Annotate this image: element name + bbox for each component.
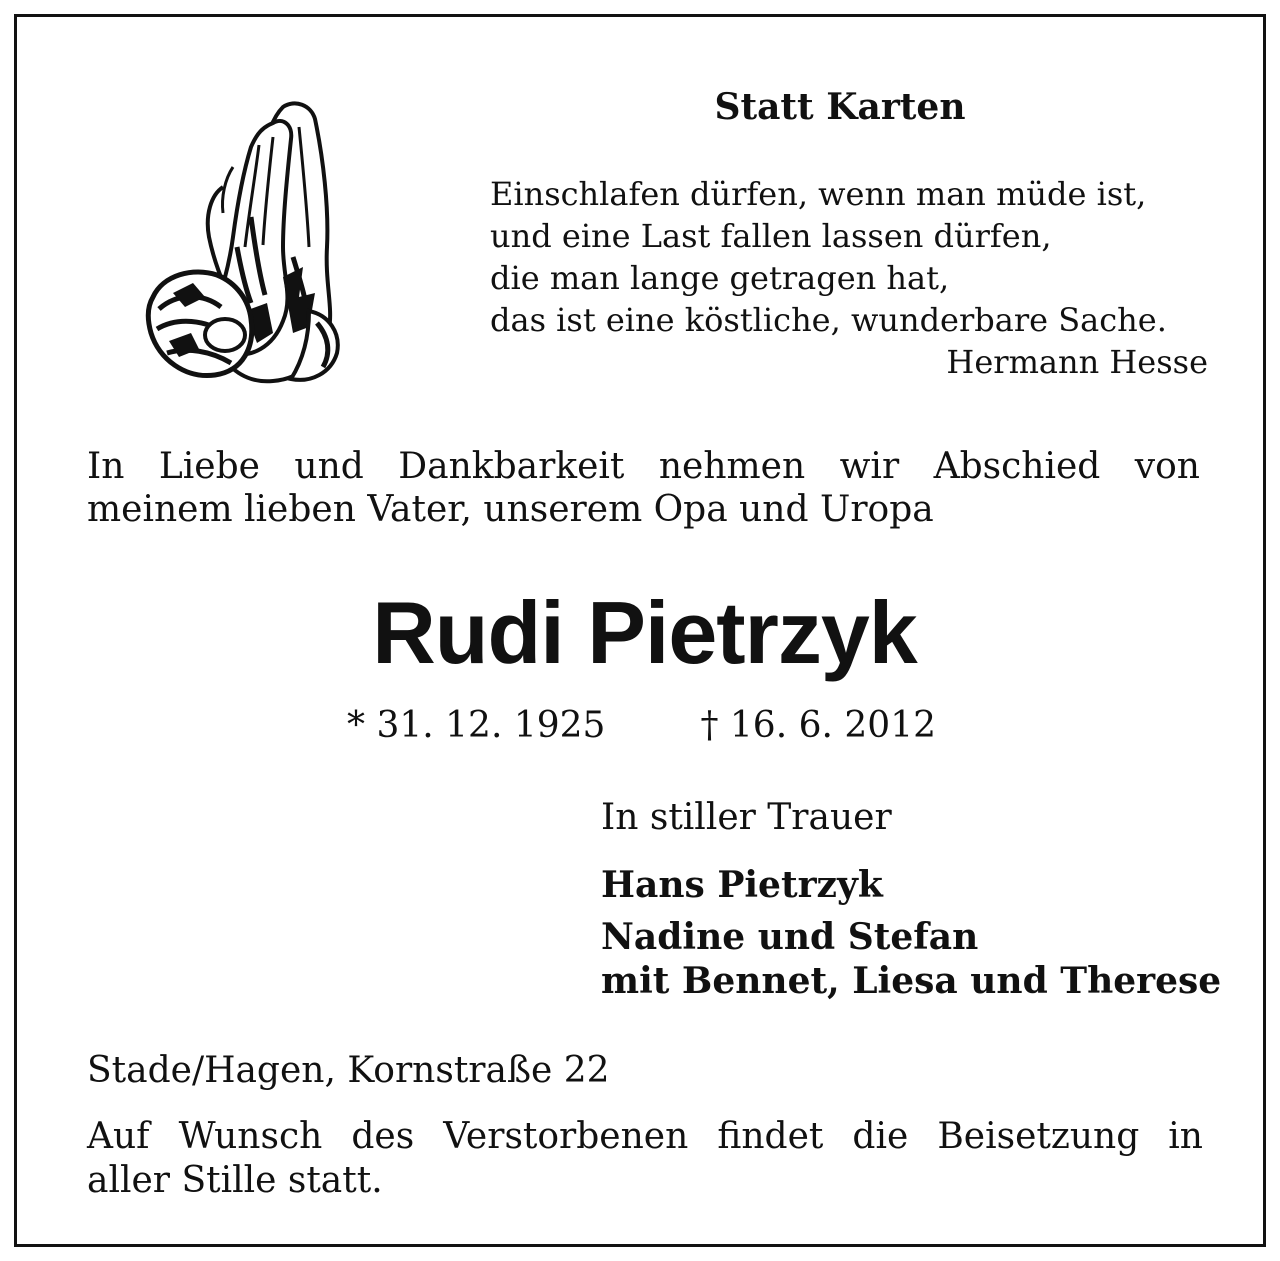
intro-text: [87, 445, 1200, 531]
praying-hands-icon: [133, 97, 343, 387]
poem-quote: [490, 173, 1208, 383]
intro-line: In Liebe und Dankbarkeit nehmen wir Abschied von: [87, 446, 1200, 487]
closing-line: Auf Wunsch des Verstorbenen findet die Beisetzung in: [87, 1116, 1203, 1157]
mourning-heading: In stiller Trauer: [601, 797, 892, 838]
closing-note: [87, 1115, 1203, 1203]
poem-line: die man lange getragen hat,: [490, 259, 950, 297]
notice-header: Statt Karten: [714, 86, 966, 128]
mourner-name: Hans Pietrzyk: [601, 864, 883, 906]
death-date: † 16. 6. 2012: [700, 705, 936, 746]
birth-date: * 31. 12. 1925: [347, 705, 606, 746]
closing-line: aller Stille statt.: [87, 1160, 383, 1201]
mourner-names: [601, 863, 1221, 1003]
mourner-name: Nadine und Stefan: [601, 916, 979, 958]
poem-line: und eine Last fallen lassen dürfen,: [490, 217, 1052, 255]
poem-author: Hermann Hesse: [946, 343, 1208, 381]
life-dates: [347, 705, 936, 747]
mourner-name: mit Bennet, Liesa und Therese: [601, 960, 1222, 1002]
poem-line: das ist eine köstliche, wunderbare Sache.: [490, 301, 1167, 339]
address: Stade/Hagen, Kornstraße 22: [87, 1050, 610, 1091]
deceased-name: Rudi Pietrzyk: [372, 583, 917, 682]
intro-line: meinem lieben Vater, unserem Opa und Uropa: [87, 489, 934, 530]
poem-line: Einschlafen dürfen, wenn man müde ist,: [490, 175, 1147, 213]
obituary-notice: [14, 14, 1266, 1247]
